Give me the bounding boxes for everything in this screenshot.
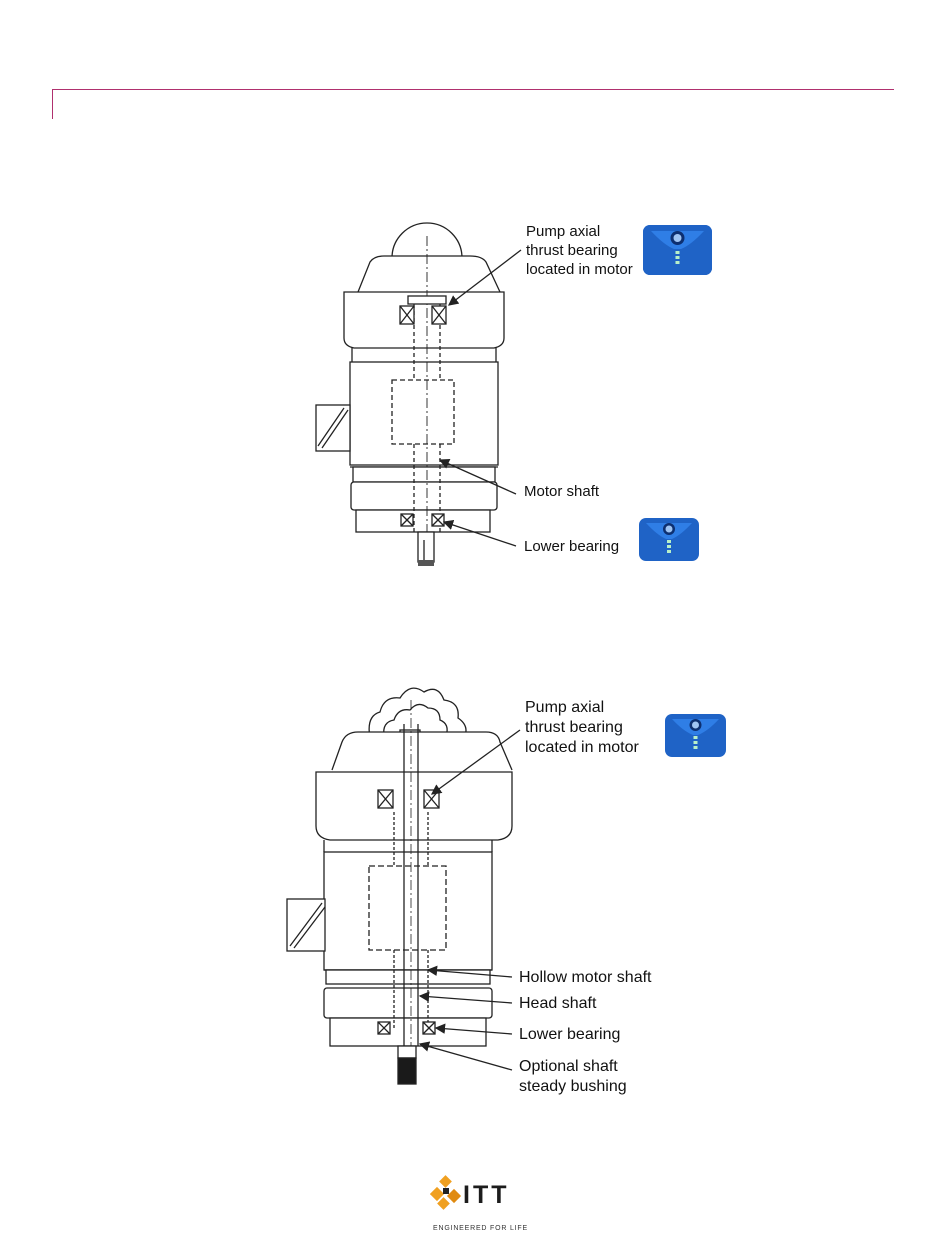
bottom-thrust-bearing-left xyxy=(378,790,393,808)
bottom-thrust-bearing-label: Pump axial thrust bearing located in motor xyxy=(525,699,639,756)
top-thrust-bearing-left xyxy=(400,306,414,324)
top-stator xyxy=(350,362,498,465)
bottom-lower-bearing-label: Lower bearing xyxy=(519,1026,621,1043)
top-shaft-extension xyxy=(418,532,434,562)
top-lower-bracket xyxy=(351,482,497,510)
sensor-device-icon xyxy=(639,518,699,561)
bottom-bearing-housing xyxy=(316,772,512,840)
itt-logo xyxy=(430,1175,528,1239)
bottom-motor-drawing xyxy=(287,688,520,1084)
logo-wordmark: ITT xyxy=(463,1181,510,1209)
bottom-thrust-bearing-right xyxy=(424,790,439,808)
hollow-motor-shaft-label: Hollow motor shaft xyxy=(519,969,652,986)
bottom-lower-bearing-left xyxy=(378,1022,390,1034)
top-lower-bearing-right xyxy=(432,514,444,526)
itt-logo-mark-icon xyxy=(430,1175,464,1211)
head-shaft-label: Head shaft xyxy=(519,995,597,1012)
logo-tagline: ENGINEERED FOR LIFE xyxy=(433,1225,528,1232)
top-motor-shaft-label: Motor shaft xyxy=(524,483,600,500)
bottom-lower-bracket xyxy=(324,988,492,1018)
steady-bushing-label: Optional shaft steady bushing xyxy=(519,1058,627,1095)
bottom-upper-housing xyxy=(332,732,512,770)
top-upper-housing xyxy=(358,256,500,292)
bottom-shaft-extension xyxy=(398,1046,416,1058)
bottom-stator xyxy=(324,852,492,970)
bottom-lower-bearing-right xyxy=(423,1022,435,1034)
sensor-device-icon xyxy=(665,714,726,757)
top-conduit-box xyxy=(316,405,350,451)
top-lower-bearing-label: Lower bearing xyxy=(524,538,620,555)
top-lower-bearing-left xyxy=(401,514,413,526)
top-thrust-bearing-label: Pump axial thrust bearing located in motor xyxy=(526,223,633,278)
top-motor-drawing xyxy=(316,223,521,566)
bottom-steady-bushing xyxy=(398,1058,416,1084)
top-thrust-bearing-right xyxy=(432,306,446,324)
sensor-device-icon xyxy=(643,225,712,275)
